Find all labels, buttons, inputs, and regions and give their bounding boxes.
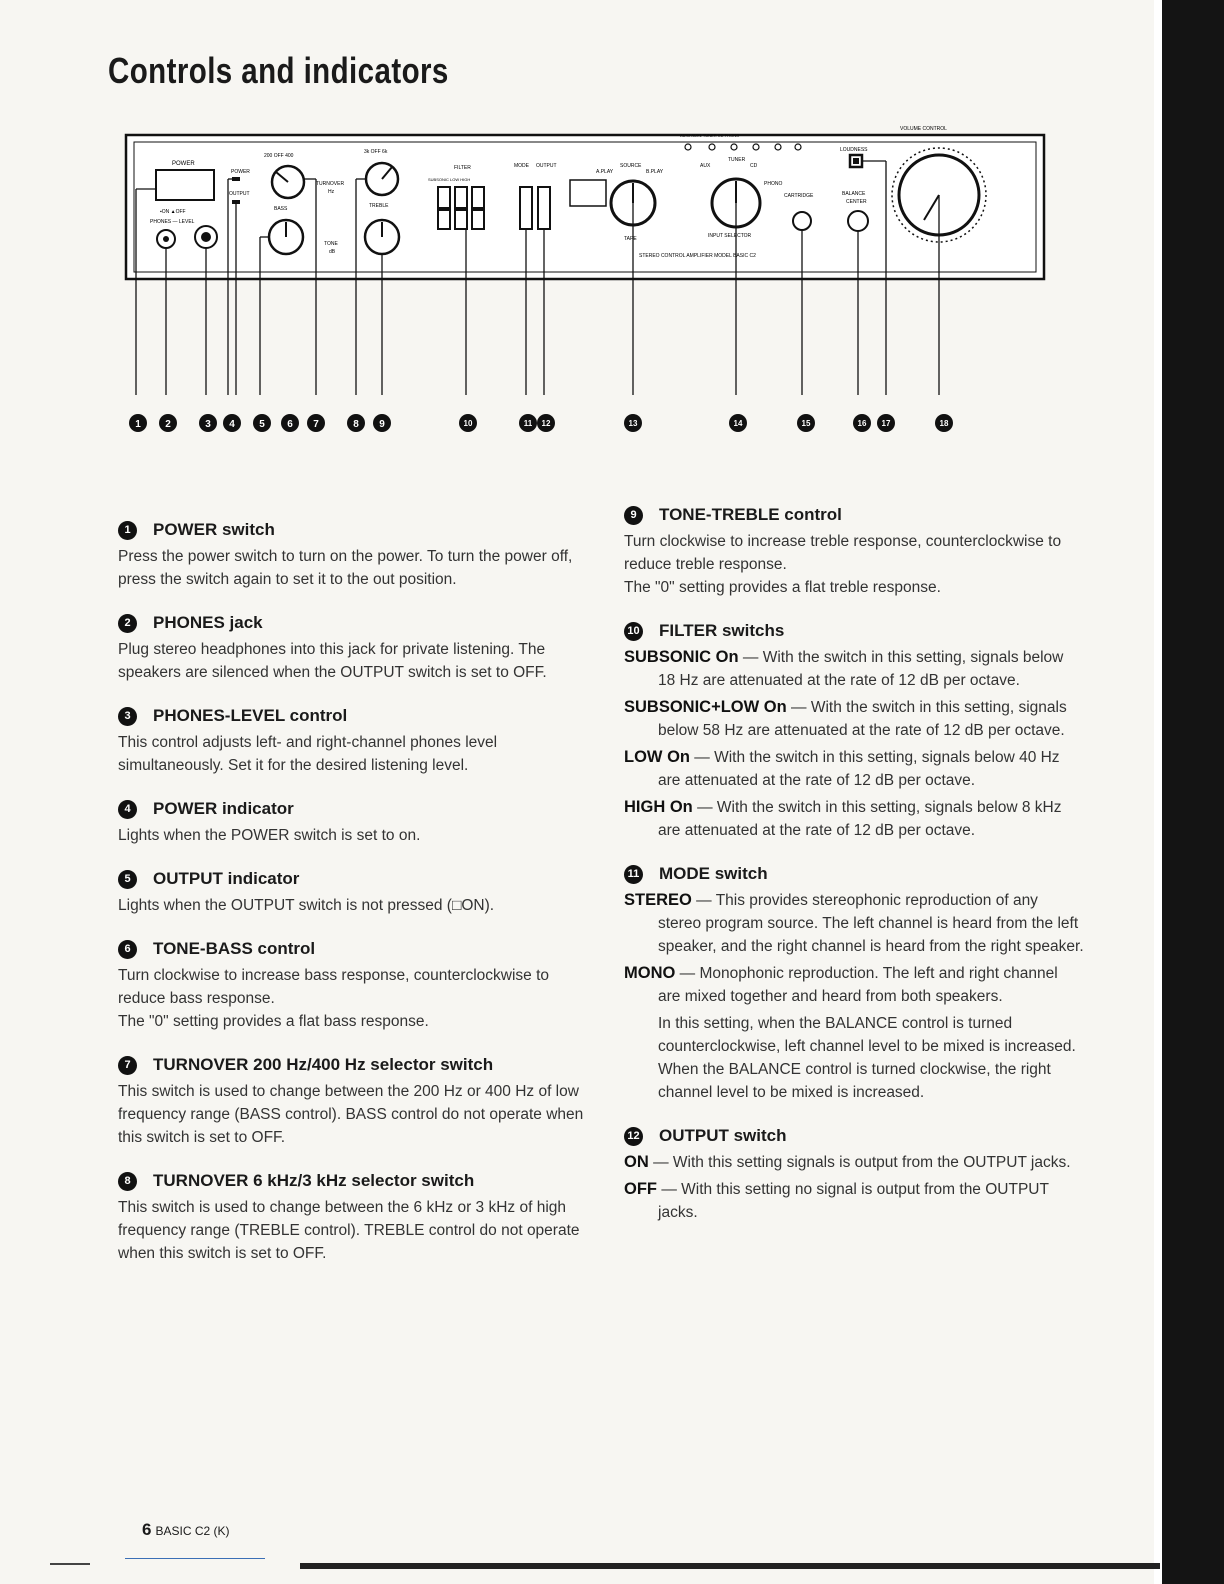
cd-label: CD xyxy=(750,163,758,169)
page-footer xyxy=(142,1520,229,1540)
definition-text: — With this setting no signal is output from the OUTPUT jacks. xyxy=(658,1181,1049,1221)
definition-term: HIGH On xyxy=(624,798,693,816)
item-title: OUTPUT indicator xyxy=(153,869,300,888)
item-number: 5 xyxy=(118,870,137,889)
amplifier-front-panel-diagram xyxy=(124,115,1054,435)
tape-label: TAPE xyxy=(624,236,637,242)
definition xyxy=(624,889,1084,958)
scan-artifact-line xyxy=(50,1563,90,1565)
callout-7: 7 xyxy=(313,419,319,430)
cartridge-label: CARTRIDGE xyxy=(784,193,814,199)
turnover-label: TURNOVER xyxy=(316,181,345,187)
item-text: This switch is used to change between the 6 kHz or 3 kHz of high frequency range (TREBLE control). TREBLE control do not operate when this switch is set to OFF. xyxy=(118,1199,580,1262)
callout-1: 1 xyxy=(135,419,141,430)
item-output-indicator xyxy=(118,869,588,917)
definition xyxy=(624,746,1084,792)
input-selector-label: INPUT SELECTOR xyxy=(708,233,752,239)
aux-label: AUX xyxy=(700,163,711,169)
definition-text: — With the switch in this setting, signals below 58 Hz are attenuated at the rate of 12 dB per octave. xyxy=(658,699,1067,739)
item-turnover-treble xyxy=(118,1171,588,1265)
item-title: TURNOVER 6 kHz/3 kHz selector switch xyxy=(153,1171,475,1190)
definition xyxy=(624,1151,1084,1174)
definition-term: STEREO xyxy=(624,891,692,909)
phono-label: PHONO xyxy=(764,181,783,187)
power-indicator-label: POWER xyxy=(231,169,250,175)
bplay-label: B.PLAY xyxy=(646,169,664,175)
definition-text: — With the switch in this setting, signals below 18 Hz are attenuated at the rate of 12 dB per octave. xyxy=(658,649,1064,689)
item-text: Turn clockwise to increase treble response, counterclockwise to reduce treble response. xyxy=(624,533,1062,573)
item-phones-jack xyxy=(118,613,588,684)
item-text: This control adjusts left- and right-channel phones level simultaneously. Set it for the desired listening level. xyxy=(118,734,498,774)
turnover-bass-label: 200 OFF 400 xyxy=(264,153,294,159)
model-label: STEREO CONTROL AMPLIFIER MODEL BASIC C2 xyxy=(639,253,756,259)
item-text: Lights when the POWER switch is set to on. xyxy=(118,827,421,844)
definition-term: OFF xyxy=(624,1180,657,1198)
callout-13: 13 xyxy=(628,419,638,428)
phones-level-label: PHONES — LEVEL xyxy=(150,219,195,225)
item-number: 12 xyxy=(624,1127,643,1146)
definition-term: ON xyxy=(624,1153,649,1171)
item-mode-switch xyxy=(624,864,1084,1104)
item-number: 3 xyxy=(118,707,137,726)
scan-artifact-line xyxy=(125,1558,265,1559)
definition-text: — Monophonic reproduction. The left and right channel are mixed together and heard from both speakers. xyxy=(658,965,1058,1005)
aplay-label: A.PLAY xyxy=(596,169,614,175)
db-label: dB xyxy=(329,249,336,255)
scan-margin xyxy=(1154,0,1162,1584)
item-number: 9 xyxy=(624,506,643,525)
item-title: MODE switch xyxy=(659,864,768,883)
item-title: PHONES jack xyxy=(153,613,263,632)
cartridge-knob-drawing xyxy=(793,212,811,230)
item-title: TURNOVER 200 Hz/400 Hz selector switch xyxy=(153,1055,494,1074)
callout-6: 6 xyxy=(287,419,293,430)
power-indicator-drawing xyxy=(232,177,240,181)
callout-11: 11 xyxy=(523,419,533,428)
item-number: 2 xyxy=(118,614,137,633)
definition-text: — With this setting signals is output from the OUTPUT jacks. xyxy=(653,1154,1071,1171)
definition-text: — This provides stereophonic reproduction of any stereo program source. The left channel is heard from the left speaker, and the right channel is heard from the right speaker. xyxy=(658,892,1084,955)
item-title: TONE-BASS control xyxy=(153,939,316,958)
callout-8: 8 xyxy=(353,419,359,430)
item-text: Turn clockwise to increase bass response, counterclockwise to reduce bass response. xyxy=(118,967,550,1007)
callout-9: 9 xyxy=(379,419,385,430)
item-title: TONE-TREBLE control xyxy=(659,505,842,524)
item-number: 11 xyxy=(624,865,643,884)
scan-edge xyxy=(1162,0,1224,1584)
volume-label: VOLUME CONTROL xyxy=(900,126,947,132)
definition-text: — With the switch in this setting, signals below 8 kHz are attenuated at the rate of 12 dB per octave. xyxy=(658,799,1062,839)
item-text: This switch is used to change between the 200 Hz or 400 Hz of low frequency range (BASS control). BASS control do not operate when this switch is set to OFF. xyxy=(118,1083,584,1146)
source-label: SOURCE xyxy=(620,163,642,169)
item-title: OUTPUT switch xyxy=(659,1126,787,1145)
left-column xyxy=(118,520,588,1287)
callout-14: 14 xyxy=(733,419,743,428)
callout-17: 17 xyxy=(881,419,891,428)
output-switch-label: OUTPUT xyxy=(536,163,557,169)
scan-bottom-edge xyxy=(300,1563,1160,1569)
on-off-label: ▪ON ▲OFF xyxy=(160,209,186,215)
callout-3: 3 xyxy=(205,419,211,430)
output-indicator-label: OUTPUT xyxy=(229,191,250,197)
item-title: POWER indicator xyxy=(153,799,294,818)
item-number: 8 xyxy=(118,1172,137,1191)
definition xyxy=(624,962,1084,1008)
definition xyxy=(624,1178,1084,1224)
treble-label: TREBLE xyxy=(369,203,389,209)
tone-label: TONE xyxy=(324,241,338,247)
callout-10: 10 xyxy=(463,419,473,428)
page-title: Controls and indicators xyxy=(108,50,449,91)
item-text-2: The "0" setting provides a flat bass response. xyxy=(118,1013,429,1030)
item-number: 1 xyxy=(118,521,137,540)
callout-15: 15 xyxy=(801,419,811,428)
item-number: 10 xyxy=(624,622,643,641)
callout-2: 2 xyxy=(165,419,171,430)
item-text: Plug stereo headphones into this jack for private listening. The speakers are silenced when the OUTPUT switch is set to OFF. xyxy=(118,641,547,681)
filter-sub-label: SUBSONIC LOW HIGH xyxy=(428,177,471,182)
footer-model: BASIC C2 (K) xyxy=(155,1524,230,1538)
page-number: 6 xyxy=(142,1520,152,1539)
power-label: POWER xyxy=(172,161,195,167)
item-power-indicator xyxy=(118,799,588,847)
definition-text: — With the switch in this setting, signals below 40 Hz are attenuated at the rate of 12 dB per octave. xyxy=(658,749,1060,789)
right-column xyxy=(624,505,1084,1246)
definition-term: MONO xyxy=(624,964,676,982)
bass-label: BASS xyxy=(274,206,288,212)
power-switch-drawing xyxy=(156,170,214,200)
item-filter-switchs xyxy=(624,621,1084,842)
item-tone-bass xyxy=(118,939,588,1033)
loudness-label: LOUDNESS xyxy=(840,147,868,153)
callout-12: 12 xyxy=(541,419,551,428)
item-text-2: The "0" setting provides a flat treble response. xyxy=(624,579,941,596)
filter-label: FILTER xyxy=(454,165,471,171)
item-phones-level xyxy=(118,706,588,777)
turnover-treble-label: 3k OFF 6k xyxy=(364,149,388,155)
definition-term: SUBSONIC On xyxy=(624,648,739,666)
balance-knob-drawing xyxy=(848,211,868,231)
definition-term: LOW On xyxy=(624,748,690,766)
definition xyxy=(624,696,1084,742)
definition xyxy=(624,796,1084,842)
center-label: CENTER xyxy=(846,199,867,205)
callout-18: 18 xyxy=(939,419,949,428)
tuner-label: TUNER xyxy=(728,157,746,163)
hz-label: Hz xyxy=(328,189,335,195)
item-power-switch xyxy=(118,520,588,591)
item-turnover-bass xyxy=(118,1055,588,1149)
indicator-labels: AUX2 AUX1 TUNER CD PHONO xyxy=(680,133,740,138)
item-tone-treble xyxy=(624,505,1084,599)
item-number: 4 xyxy=(118,800,137,819)
item-title: POWER switch xyxy=(153,520,275,539)
callout-4: 4 xyxy=(229,419,235,430)
callout-5: 5 xyxy=(259,419,265,430)
item-text: Press the power switch to turn on the power. To turn the power off, press the switch again to set it to the out position. xyxy=(118,548,573,588)
item-output-switch xyxy=(624,1126,1084,1224)
callout-numbers xyxy=(129,414,953,432)
item-number: 6 xyxy=(118,940,137,959)
mode-label: MODE xyxy=(514,163,529,169)
item-number: 7 xyxy=(118,1056,137,1075)
item-text: Lights when the OUTPUT switch is not pressed (□ON). xyxy=(118,897,495,914)
item-title: FILTER switchs xyxy=(659,621,785,640)
definition-extra: In this setting, when the BALANCE control is turned counterclockwise, left channel level to be mixed is increased. When the BALANCE control is turned clockwise, the right channel level to be mixed is increased. xyxy=(658,1015,1076,1101)
item-title: PHONES-LEVEL control xyxy=(153,706,348,725)
definition-term: SUBSONIC+LOW On xyxy=(624,698,787,716)
definition xyxy=(624,646,1084,692)
callout-16: 16 xyxy=(857,419,867,428)
balance-label: BALANCE xyxy=(842,191,866,197)
